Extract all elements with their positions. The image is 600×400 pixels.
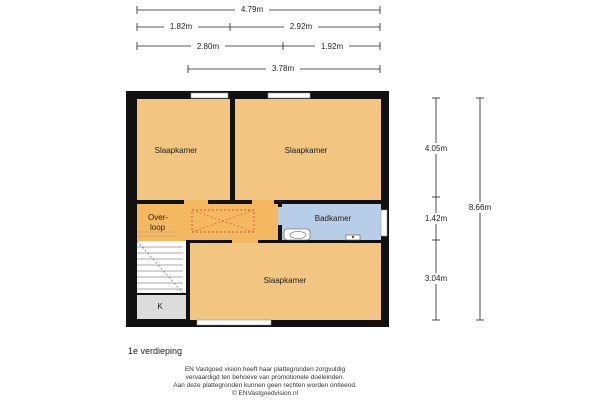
bathroom-label: Badkamer [314,214,352,223]
dim-height-mid-text: 1.42m [424,214,448,223]
toilet-icon [284,229,310,240]
disclaimer-line: EN Vastgoed vision heeft haar plattegronden zorgvuldig [184,366,346,373]
disclaimer-line: vervaardigd ten behoeve van promotionele doeleinden. [185,374,345,381]
dim-height-top-text: 4.05m [424,144,448,153]
disclaimer-line: Aan deze plattegronden kunnen geen rechten worden ontleend. [173,382,357,389]
dim-height-bottom-text: 3.04m [424,274,448,283]
wall-bedrooms [230,99,235,203]
bedroom-left-label: Slaapkamer [154,146,198,155]
dim-left-top-text: 1.82m [169,22,193,31]
bath-door [278,207,282,225]
disclaimer [110,366,420,398]
stairwell [137,241,186,294]
dim-left-mid-text: 2.80m [196,42,220,51]
sink-icon [346,235,360,240]
disclaimer-line: © ENVastgoedvision.nl [231,390,299,397]
dim-right-mid-text: 1.92m [320,42,344,51]
wall-storage [137,293,186,295]
overloop-label-line1: Over- [148,213,168,222]
wall-stair [186,240,190,320]
floor-label: 1e verdieping [128,346,183,356]
bedroom-right-label: Slaapkamer [284,146,328,155]
dimension-vertical-parts [432,98,440,320]
dim-right-top-text: 2.92m [289,22,313,31]
dim-total-height-text: 8.66m [468,203,492,212]
bedroom-bottom-label: Slaapkamer [263,276,307,285]
dim-lower-width-text: 3.78m [271,64,295,73]
wall-lower [186,240,381,243]
overloop-label-line2: loop [150,223,166,232]
storage-label: K [157,302,163,311]
dim-total-width-text: 4.79m [240,5,264,14]
